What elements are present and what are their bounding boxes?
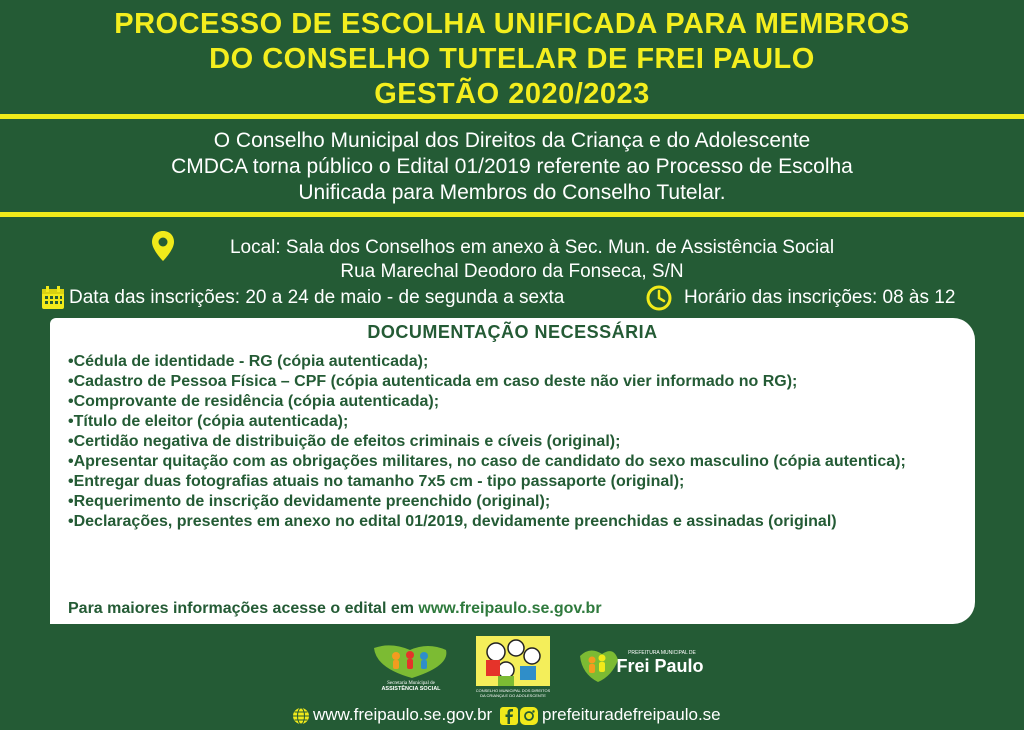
svg-text:Secretaria Municipal de: Secretaria Municipal de: [387, 681, 435, 686]
intro-line-3: Unificada para Membros do Conselho Tutelar.: [298, 181, 726, 204]
document-item: •Declarações, presentes em anexo no edital 01/2019, devidamente preenchidas e assinadas (original): [68, 513, 837, 530]
svg-text:PREFEITURA MUNICIPAL DE: PREFEITURA MUNICIPAL DE: [628, 650, 696, 656]
registration-hours: Horário das inscrições: 08 às 12: [684, 287, 956, 308]
edital-link[interactable]: www.freipaulo.se.gov.br: [418, 600, 602, 617]
intro-line-1: O Conselho Municipal dos Direitos da Criança e do Adolescente: [213, 129, 811, 152]
calendar-icon: [40, 285, 66, 311]
more-info-text: Para maiores informações acesse o edital em: [68, 600, 414, 617]
document-item: •Apresentar quitação com as obrigações militares, no caso de candidato do sexo masculino (cópia autentica);: [68, 453, 906, 470]
cmdca-logo: [476, 636, 550, 698]
title-line-3: GESTÃO 2020/2023: [374, 78, 650, 110]
location-info: [0, 236, 1024, 284]
globe-icon: [292, 707, 310, 725]
footer-website[interactable]: www.freipaulo.se.gov.br: [313, 705, 493, 724]
clock-icon: [646, 285, 672, 311]
footer-social-handle[interactable]: prefeituradefreipaulo.se: [542, 705, 721, 724]
location-line-1: Local: Sala dos Conselhos em anexo à Sec. Mun. de Assistência Social: [229, 237, 835, 258]
facebook-icon[interactable]: [500, 707, 518, 725]
svg-text:ASSISTÊNCIA SOCIAL: ASSISTÊNCIA SOCIAL: [381, 686, 441, 692]
svg-text:Frei Paulo: Frei Paulo: [616, 656, 704, 676]
svg-text:DA CRIANÇA E DO ADOLESCENTE: DA CRIANÇA E DO ADOLESCENTE: [480, 693, 546, 698]
more-info: [68, 600, 602, 618]
document-item: •Comprovante de residência (cópia autenticada);: [68, 393, 440, 410]
document-item: •Título de eleitor (cópia autenticada);: [68, 413, 349, 430]
yellow-divider-bottom: [0, 212, 1024, 217]
intro-text: [0, 128, 1024, 206]
assistencia-social-logo: [366, 644, 456, 692]
location-line-2: Rua Marechal Deodoro da Fonseca, S/N: [340, 261, 684, 282]
instagram-icon[interactable]: [520, 707, 538, 725]
document-item: •Entregar duas fotografias atuais no tamanho 7x5 cm - tipo passaporte (original);: [68, 473, 685, 490]
document-item: •Requerimento de inscrição devidamente preenchido (original);: [68, 493, 551, 510]
documents-card: [50, 318, 975, 624]
intro-line-2: CMDCA torna público o Edital 01/2019 referente ao Processo de Escolha: [171, 155, 853, 178]
document-item: •Cadastro de Pessoa Física – CPF (cópia autenticada em caso deste não vier informado no RG);: [68, 373, 798, 390]
yellow-divider-top: [0, 114, 1024, 119]
prefeitura-frei-paulo-logo: [578, 646, 704, 688]
title-line-1: PROCESSO DE ESCOLHA UNIFICADA PARA MEMBROS: [114, 8, 910, 40]
documents-title: DOCUMENTAÇÃO NECESSÁRIA: [367, 322, 658, 342]
title-line-2: DO CONSELHO TUTELAR DE FREI PAULO: [209, 43, 815, 75]
documents-list: [68, 352, 968, 532]
document-item: •Cédula de identidade - RG (cópia autenticada);: [68, 353, 429, 370]
document-item: •Certidão negativa de distribuição de efeitos criminais e cíveis (original);: [68, 433, 621, 450]
header: [0, 0, 1024, 118]
registration-dates: Data das inscrições: 20 a 24 de maio - de segunda a sexta: [69, 287, 565, 308]
svg-text:CONSELHO MUNICIPAL DOS DIREITO: CONSELHO MUNICIPAL DOS DIREITOS: [476, 688, 550, 693]
